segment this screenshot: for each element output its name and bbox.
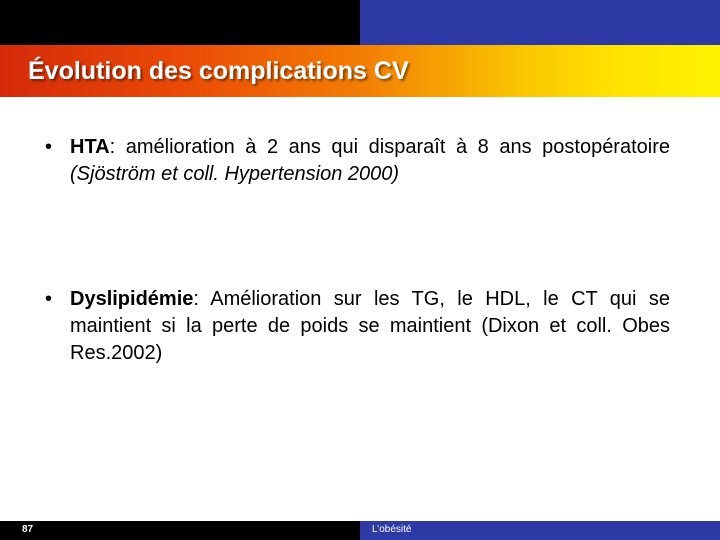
bullet-citation: (Sjöström et coll. Hypertension 2000) [70, 163, 400, 185]
bullet-item-hta [45, 134, 670, 188]
bullet-dot-icon: • [45, 136, 53, 158]
bullet-term: HTA [70, 136, 110, 158]
bottom-bar-right [360, 521, 720, 540]
top-bar-left [0, 0, 360, 45]
bullet-content [70, 286, 670, 367]
bullet-text: : Amélioration sur les TG, le HDL, le CT qui se maintient si la perte de poids se maintient (Dixon et coll. Obes Res.2002) [70, 288, 670, 364]
bullet-term: Dyslipidémie [70, 288, 194, 310]
bullet-dot-icon: • [45, 288, 53, 310]
bottom-bar-left [0, 521, 360, 540]
bullet-item-dyslipidemie [45, 286, 670, 367]
page-number: 87 [22, 524, 34, 535]
slide-title: Évolution des complications CV [28, 57, 409, 85]
bullet-content [70, 134, 670, 188]
top-bar-right [360, 0, 720, 45]
bullet-text: : amélioration à 2 ans qui disparaît à 8 ans postopératoire [109, 136, 670, 158]
footer-label: L’obésité [372, 524, 412, 535]
